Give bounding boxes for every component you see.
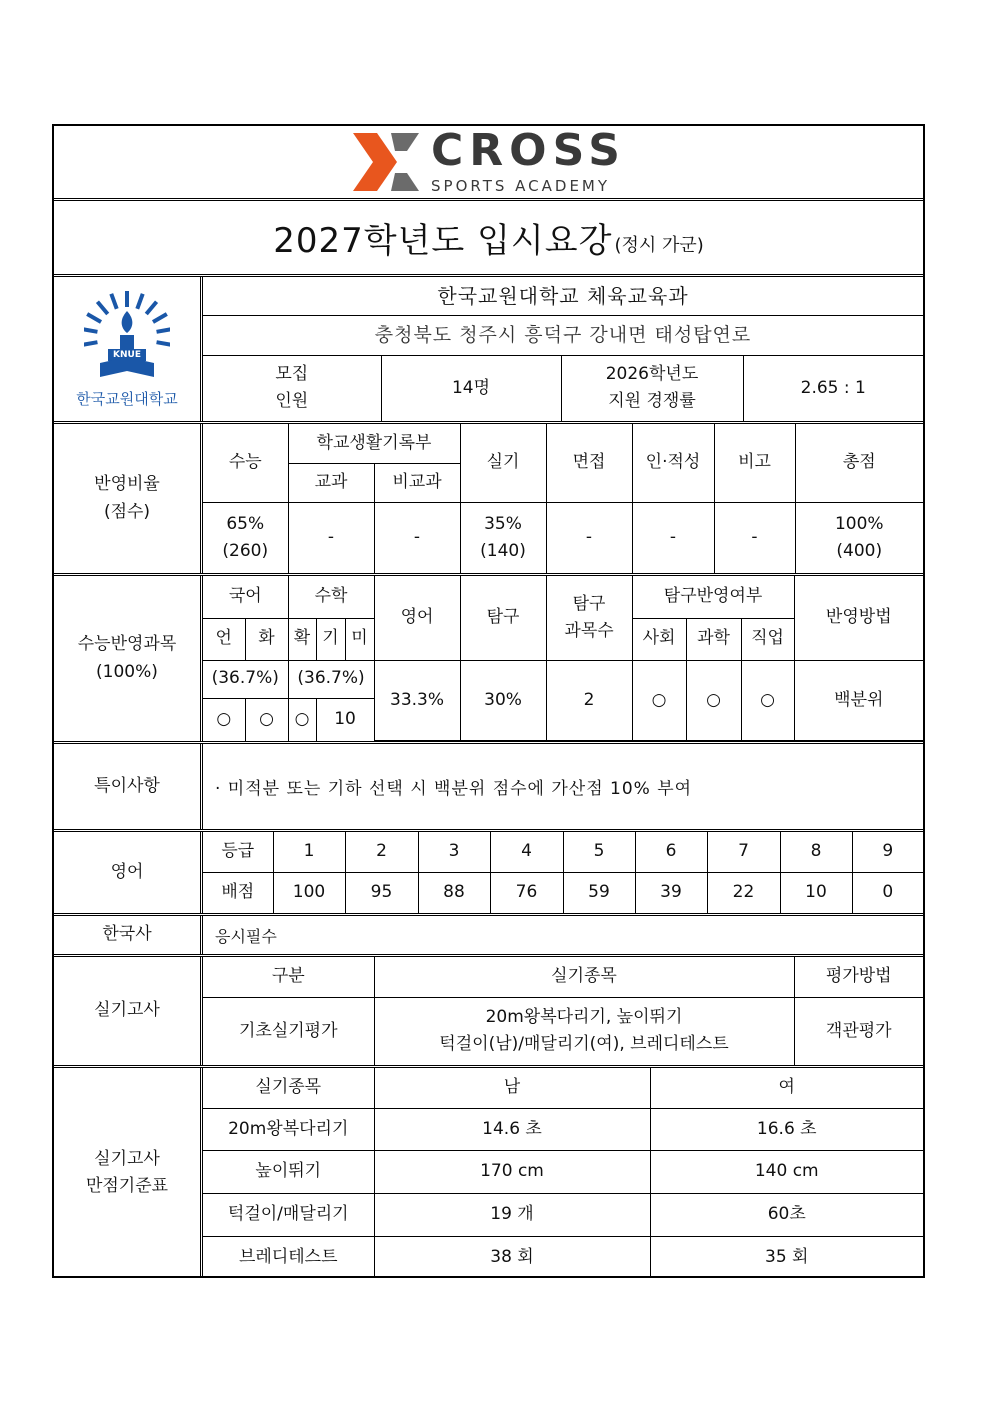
header-interview: 면접: [546, 424, 632, 502]
english-score-label: 배점: [203, 873, 273, 914]
brand-header: [54, 126, 923, 201]
practical-exam-label: 실기고사: [54, 957, 203, 1065]
perfect-score-event: 높이뛰기: [203, 1151, 374, 1194]
header-subject: 교과: [288, 463, 374, 502]
perfect-score-label-line2: 만점기준표: [85, 1176, 169, 1196]
header-aptitude: 인·적성: [632, 424, 714, 502]
english-score-cell: 88: [418, 873, 490, 914]
english-grade-cell: 8: [780, 832, 852, 873]
brand-tagline: SPORTS ACADEMY: [431, 177, 611, 195]
university-info-section: [54, 277, 923, 424]
value-inquiry-count: 2: [546, 660, 632, 741]
table-row: [203, 1193, 923, 1236]
header-eval-method: 평가방법: [794, 957, 923, 997]
header-m-hwak: 확: [288, 618, 316, 660]
value-non-subject: -: [374, 502, 460, 573]
header-inquiry-count-line1: 탐구: [572, 593, 606, 614]
practical-eval-method: 객관평가: [794, 997, 923, 1065]
perfect-score-male: 19 개: [374, 1193, 650, 1236]
header-vocational: 직업: [741, 618, 794, 660]
knue-logo-cell: [54, 277, 203, 421]
perfect-score-male: 170 cm: [374, 1151, 650, 1194]
competition-label-line1: 2026학년도: [605, 364, 699, 385]
header-school-record: 학교생활기록부: [288, 424, 460, 463]
korean-history-label: 한국사: [54, 916, 203, 954]
perfect-score-event: 브레디테스트: [203, 1236, 374, 1278]
value-suneung-score: (260): [222, 540, 269, 561]
value-k-eon: ○: [203, 698, 245, 741]
value-social: ○: [632, 660, 686, 741]
english-grade-table: [203, 832, 923, 913]
perfect-score-female: 35 회: [650, 1236, 923, 1278]
university-info-table: [203, 277, 923, 421]
ratio-label-line1: 반영비율: [94, 474, 160, 495]
table-row: [203, 1151, 923, 1194]
ratio-label-line2: (점수): [103, 501, 151, 522]
perfect-score-event: 턱걸이/매달리기: [203, 1193, 374, 1236]
header-k-hwa: 화: [245, 618, 288, 660]
cross-x-icon: [351, 131, 421, 193]
korean-history-section: [54, 916, 923, 957]
header-korean: 국어: [203, 576, 288, 618]
recruit-label-line1: 모집: [275, 364, 309, 385]
value-m-hwak: ○: [288, 698, 316, 741]
svg-text:KNUE: KNUE: [113, 350, 141, 360]
header-math: 수학: [288, 576, 374, 618]
value-vocational: ○: [741, 660, 794, 741]
english-grade-cell: 5: [563, 832, 635, 873]
value-total: [795, 502, 923, 573]
value-science: ○: [686, 660, 741, 741]
competition-label: [561, 355, 743, 421]
perfect-score-label-line1: 실기고사: [94, 1148, 160, 1169]
header-m-mi: 미: [345, 618, 374, 660]
value-inquiry: 30%: [460, 660, 546, 741]
perfect-score-table: [203, 1068, 923, 1278]
knue-logo-label: 한국교원대학교: [76, 390, 178, 408]
ratio-label: [54, 424, 203, 573]
recruit-value: 14명: [381, 355, 561, 421]
english-grade-cell: 9: [852, 832, 923, 873]
english-grade-cell: 6: [635, 832, 707, 873]
english-score-cell: 22: [707, 873, 780, 914]
special-notes-text: · 미적분 또는 기하 선택 시 백분위 점수에 가산점 10% 부여: [215, 779, 693, 799]
value-suneung-pct: 65%: [226, 513, 265, 534]
value-m-gimi: 10: [316, 698, 374, 741]
header-total: 총점: [795, 424, 923, 502]
value-suneung: [203, 502, 288, 573]
english-grade-cell: 1: [273, 832, 345, 873]
header-inquiry-count: [546, 576, 632, 660]
english-score-cell: 39: [635, 873, 707, 914]
header-practical: 실기: [460, 424, 546, 502]
header-m-gi: 기: [316, 618, 345, 660]
value-math-pct: (36.7%): [288, 660, 374, 698]
competition-value: 2.65 : 1: [743, 355, 923, 421]
header-method: 반영방법: [794, 576, 923, 660]
english-grade-cell: 4: [490, 832, 563, 873]
value-practical-score: (140): [480, 540, 526, 561]
english-score-cell: 0: [852, 873, 923, 914]
english-score-cell: 59: [563, 873, 635, 914]
english-score-cell: 10: [780, 873, 852, 914]
practical-exam-section: [54, 957, 923, 1068]
value-total-score: (400): [836, 540, 883, 561]
english-grade-label: 등급: [203, 832, 273, 873]
university-name: 한국교원대학교 체육교육과: [203, 277, 923, 315]
perfect-score-section: [54, 1068, 923, 1278]
header-english: 영어: [374, 576, 460, 660]
perfect-score-event: 20m왕복다리기: [203, 1108, 374, 1151]
header-suneung: 수능: [203, 424, 288, 502]
english-score-cell: 95: [345, 873, 418, 914]
special-notes-section: [54, 744, 923, 832]
suneung-subjects-label: [54, 576, 203, 741]
brand-name: CROSS: [431, 125, 626, 176]
header-note: 비고: [714, 424, 795, 502]
header-k-eon: 언: [203, 618, 245, 660]
practical-events-line1: 20m왕복다리기, 높이뛰기: [485, 1007, 683, 1028]
value-english: 33.3%: [374, 660, 460, 741]
ratio-table: [203, 424, 923, 573]
table-row: [203, 1108, 923, 1151]
table-row: [203, 1236, 923, 1278]
knue-emblem-icon: [84, 287, 170, 385]
recruit-label: [203, 355, 381, 421]
practical-category: 기초실기평가: [203, 997, 374, 1065]
ratio-section: [54, 424, 923, 576]
page-title: 2027학년도 입시요강: [273, 221, 613, 261]
english-grade-cell: 2: [345, 832, 418, 873]
value-method: 백분위: [794, 660, 923, 741]
value-practical: [460, 502, 546, 573]
practical-exam-table: [203, 957, 923, 1065]
value-note: -: [714, 502, 795, 573]
value-k-hwa: ○: [245, 698, 288, 741]
practical-events: [374, 997, 794, 1065]
english-score-cell: 100: [273, 873, 345, 914]
perfect-score-female: 140 cm: [650, 1151, 923, 1194]
header-event: 실기종목: [203, 1068, 374, 1108]
recruit-label-line2: 인원: [275, 391, 309, 412]
admission-guide-sheet: [52, 124, 925, 1278]
value-korean-pct: (36.7%): [203, 660, 288, 698]
value-interview: -: [546, 502, 632, 573]
header-inquiry-count-line2: 과목수: [564, 620, 614, 641]
header-male: 남: [374, 1068, 650, 1108]
english-score-cell: 76: [490, 873, 563, 914]
header-events: 실기종목: [374, 957, 794, 997]
page-title-section: [54, 201, 923, 277]
university-address: 충청북도 청주시 흥덕구 강내면 태성탑연로: [203, 315, 923, 355]
perfect-score-male: 38 회: [374, 1236, 650, 1278]
english-grade-cell: 3: [418, 832, 490, 873]
header-inquiry: 탐구: [460, 576, 546, 660]
perfect-score-female: 60초: [650, 1193, 923, 1236]
suneung-subjects-table: [203, 576, 923, 741]
perfect-score-male: 14.6 초: [374, 1108, 650, 1151]
value-aptitude: -: [632, 502, 714, 573]
korean-history-value: 응시필수: [215, 926, 277, 946]
perfect-score-female: 16.6 초: [650, 1108, 923, 1151]
english-grade-cell: 7: [707, 832, 780, 873]
special-notes-label: 특이사항: [54, 744, 203, 829]
page-subtitle: (정시 가군): [614, 234, 704, 256]
value-subject: -: [288, 502, 374, 573]
value-practical-pct: 35%: [484, 513, 522, 534]
value-total-pct: 100%: [834, 513, 884, 534]
header-non-subject: 비교과: [374, 463, 460, 502]
suneung-subjects-section: [54, 576, 923, 744]
suneung-label-line1: 수능반영과목: [77, 634, 177, 655]
brand-logo: [351, 125, 626, 195]
header-social: 사회: [632, 618, 686, 660]
suneung-label-line2: (100%): [96, 661, 158, 682]
english-section: [54, 832, 923, 916]
header-category: 구분: [203, 957, 374, 997]
english-label: 영어: [54, 832, 203, 913]
header-inquiry-reflect: 탐구반영여부: [632, 576, 794, 618]
perfect-score-label: [54, 1068, 203, 1278]
practical-events-line2: 턱걸이(남)/매달리기(여), 브레디테스트: [439, 1034, 729, 1055]
header-science: 과학: [686, 618, 741, 660]
header-female: 여: [650, 1068, 923, 1108]
competition-label-line2: 지원 경쟁률: [608, 391, 696, 412]
